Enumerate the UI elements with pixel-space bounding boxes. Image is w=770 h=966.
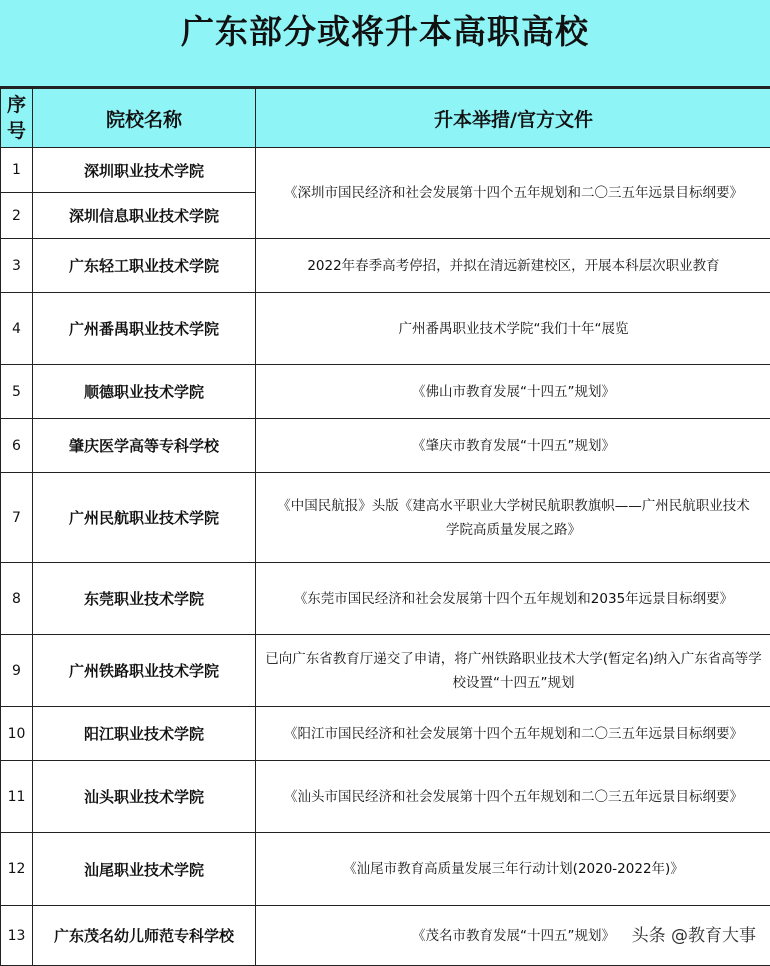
upgrade-document: 《佛山市教育发展“十四五”规划》 xyxy=(256,365,770,419)
watermark: 头条 @教育大事 xyxy=(632,921,756,946)
upgrade-document: 广州番禺职业技术学院“我们十年“展览 xyxy=(256,293,770,365)
header-name: 院校名称 xyxy=(33,89,256,148)
row-number: 2 xyxy=(1,193,33,239)
school-name: 汕尾职业技术学院 xyxy=(33,833,256,906)
row-number: 8 xyxy=(1,563,33,635)
school-name: 深圳职业技术学院 xyxy=(33,148,256,193)
header-doc: 升本举措/官方文件 xyxy=(256,89,770,148)
school-name: 顺德职业技术学院 xyxy=(33,365,256,419)
table-row xyxy=(1,635,770,707)
row-number: 10 xyxy=(1,707,33,761)
upgrade-document: 《东莞市国民经济和社会发展第十四个五年规划和2035年远景目标纲要》 xyxy=(256,563,770,635)
school-name: 广州铁路职业技术学院 xyxy=(33,635,256,707)
upgrade-document: 《肇庆市教育发展“十四五”规划》 xyxy=(256,419,770,473)
table-row xyxy=(1,761,770,833)
row-number: 1 xyxy=(1,148,33,193)
upgrade-document: 已向广东省教育厅递交了申请，将广州铁路职业技术大学(暂定名)纳入广东省高等学校设置“十四五”规划 xyxy=(256,635,770,707)
row-number: 11 xyxy=(1,761,33,833)
upgrade-document: 《中国民航报》头版《建高水平职业大学树民航职教旗帜——广州民航职业技术学院高质量发展之路》 xyxy=(256,473,770,563)
school-name: 广州番禺职业技术学院 xyxy=(33,293,256,365)
upgrade-document: 《阳江市国民经济和社会发展第十四个五年规划和二〇三五年远景目标纲要》 xyxy=(256,707,770,761)
header-row xyxy=(1,89,770,148)
row-number: 7 xyxy=(1,473,33,563)
upgrade-document: 2022年春季高考停招，并拟在清远新建校区，开展本科层次职业教育 xyxy=(256,239,770,293)
table-row xyxy=(1,293,770,365)
upgrade-document: 《汕尾市教育高质量发展三年行动计划(2020-2022年)》 xyxy=(256,833,770,906)
row-number: 13 xyxy=(1,906,33,966)
school-name: 广东茂名幼儿师范专科学校 xyxy=(33,906,256,966)
table-title-banner xyxy=(0,0,770,88)
upgrade-document: 《深圳市国民经济和社会发展第十四个五年规划和二〇三五年远景目标纲要》 xyxy=(256,148,770,239)
page-title: 广东部分或将升本高职高校 xyxy=(0,6,770,53)
row-number: 12 xyxy=(1,833,33,906)
table-row xyxy=(1,563,770,635)
row-number: 5 xyxy=(1,365,33,419)
school-name: 汕头职业技术学院 xyxy=(33,761,256,833)
school-name: 深圳信息职业技术学院 xyxy=(33,193,256,239)
row-number: 9 xyxy=(1,635,33,707)
school-name: 东莞职业技术学院 xyxy=(33,563,256,635)
table-row xyxy=(1,473,770,563)
table-row xyxy=(1,365,770,419)
school-name: 广州民航职业技术学院 xyxy=(33,473,256,563)
universities-table xyxy=(0,88,770,966)
row-number: 3 xyxy=(1,239,33,293)
upgrade-document: 《茂名市教育发展“十四五”规划》 xyxy=(256,906,770,966)
school-name: 肇庆医学高等专科学校 xyxy=(33,419,256,473)
table-row xyxy=(1,833,770,906)
school-name: 广东轻工职业技术学院 xyxy=(33,239,256,293)
upgrade-document: 《汕头市国民经济和社会发展第十四个五年规划和二〇三五年远景目标纲要》 xyxy=(256,761,770,833)
row-number: 6 xyxy=(1,419,33,473)
row-number: 4 xyxy=(1,293,33,365)
table-row xyxy=(1,419,770,473)
table-row xyxy=(1,239,770,293)
header-seq: 序号 xyxy=(1,89,33,148)
table-row xyxy=(1,707,770,761)
table-row xyxy=(1,148,770,193)
school-name: 阳江职业技术学院 xyxy=(33,707,256,761)
